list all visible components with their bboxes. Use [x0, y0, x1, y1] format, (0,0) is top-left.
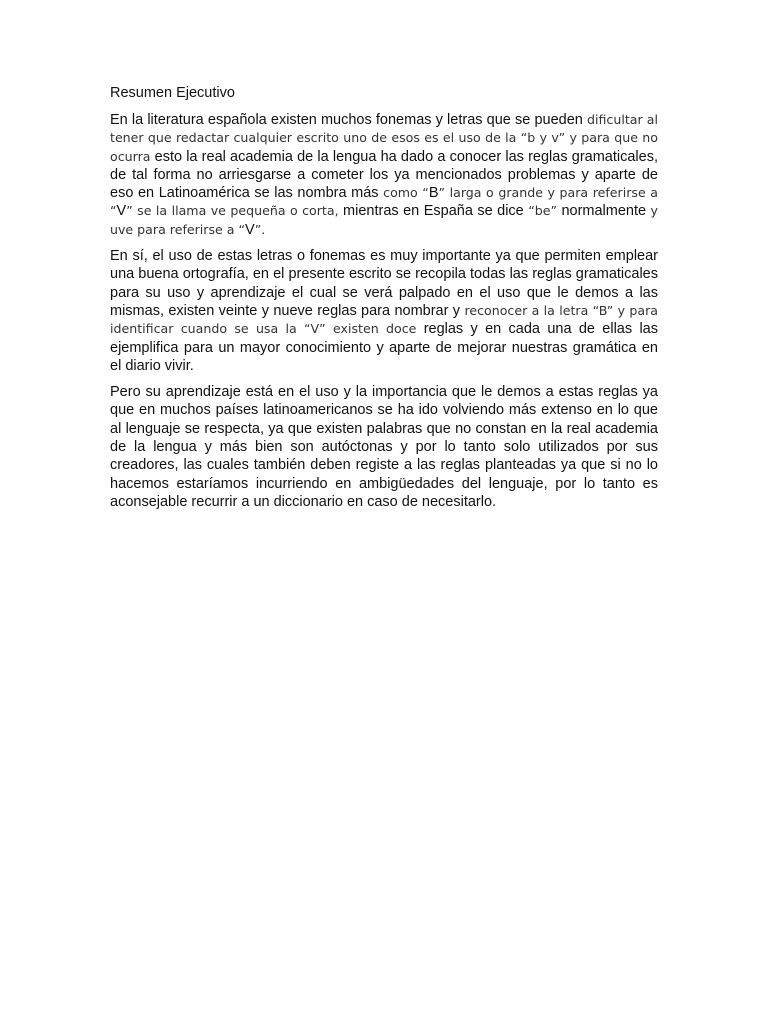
document-body [110, 111, 658, 511]
text-run: ” larga o grande y para referirse a “ [110, 185, 658, 219]
text-run: En sí, el uso de estas letras o fonemas es muy importante ya que permiten emplear una buena ortografía, en el presente escrito se recopila todas las reglas gramaticales para su uso y aprendizaje el cual se verá palpado en el uso que le demos a las mismas, existen veinte y nueve reglas para nombrar y [110, 248, 658, 319]
text-run: B [428, 185, 439, 202]
body-paragraph [110, 383, 658, 511]
text-run: dificultar al tener que redactar cualquier escrito uno de esos es el uso de la “b y v” y para que no ocurra [110, 112, 659, 164]
text-run: V [245, 221, 255, 238]
text-run: ”. [254, 221, 266, 237]
text-run: reglas y en cada una de ellas las ejemplifica para un mayor conocimiento y aparte de mejorar nuestras gramática en el diario vivir. [110, 321, 658, 374]
text-run: “be” [528, 203, 562, 219]
body-paragraph [110, 111, 658, 239]
text-run: mientras en España se dice [343, 203, 529, 220]
text-run: como “ [383, 185, 429, 201]
text-run: En la literatura española existen muchos fonemas y letras que se pueden [110, 112, 587, 128]
document-title: Resumen Ejecutivo [110, 85, 235, 101]
document-page [110, 84, 658, 519]
body-paragraph [110, 247, 658, 375]
text-run: y uve para referirse a “ [110, 203, 658, 237]
text-run: V [116, 203, 127, 220]
text-run: Pero su aprendizaje está en el uso y la importancia que le demos a estas reglas ya que en muchos países latinoamericanos se ha ido volviendo más extenso en lo que al lenguaje se respecta, ya que existen palabras que no constan en la real academia de la lengua y más bien son autóctonas y por lo tanto solo utilizados por sus creadores, las cuales también deben registe a las reglas planteadas ya que si no lo hacemos estaríamos incurriendo en ambigüedades del lenguaje, por lo tanto es aconsejable recurrir a un diccionario en caso de necesitarlo. [110, 384, 658, 510]
text-run: normalmente [561, 203, 651, 220]
text-run: ” se la llama ve pequeña o corta, [126, 203, 344, 219]
text-run: esto la real academia de la lengua ha dado a conocer las reglas gramaticales, de tal forma no arriesgarse a cometer los ya mencionados problemas y aparte de eso en Latinoamérica se las nombra más [110, 148, 658, 202]
text-run: reconocer a la letra “B” y para identificar cuando se usa la “V” existen doce [110, 302, 658, 337]
